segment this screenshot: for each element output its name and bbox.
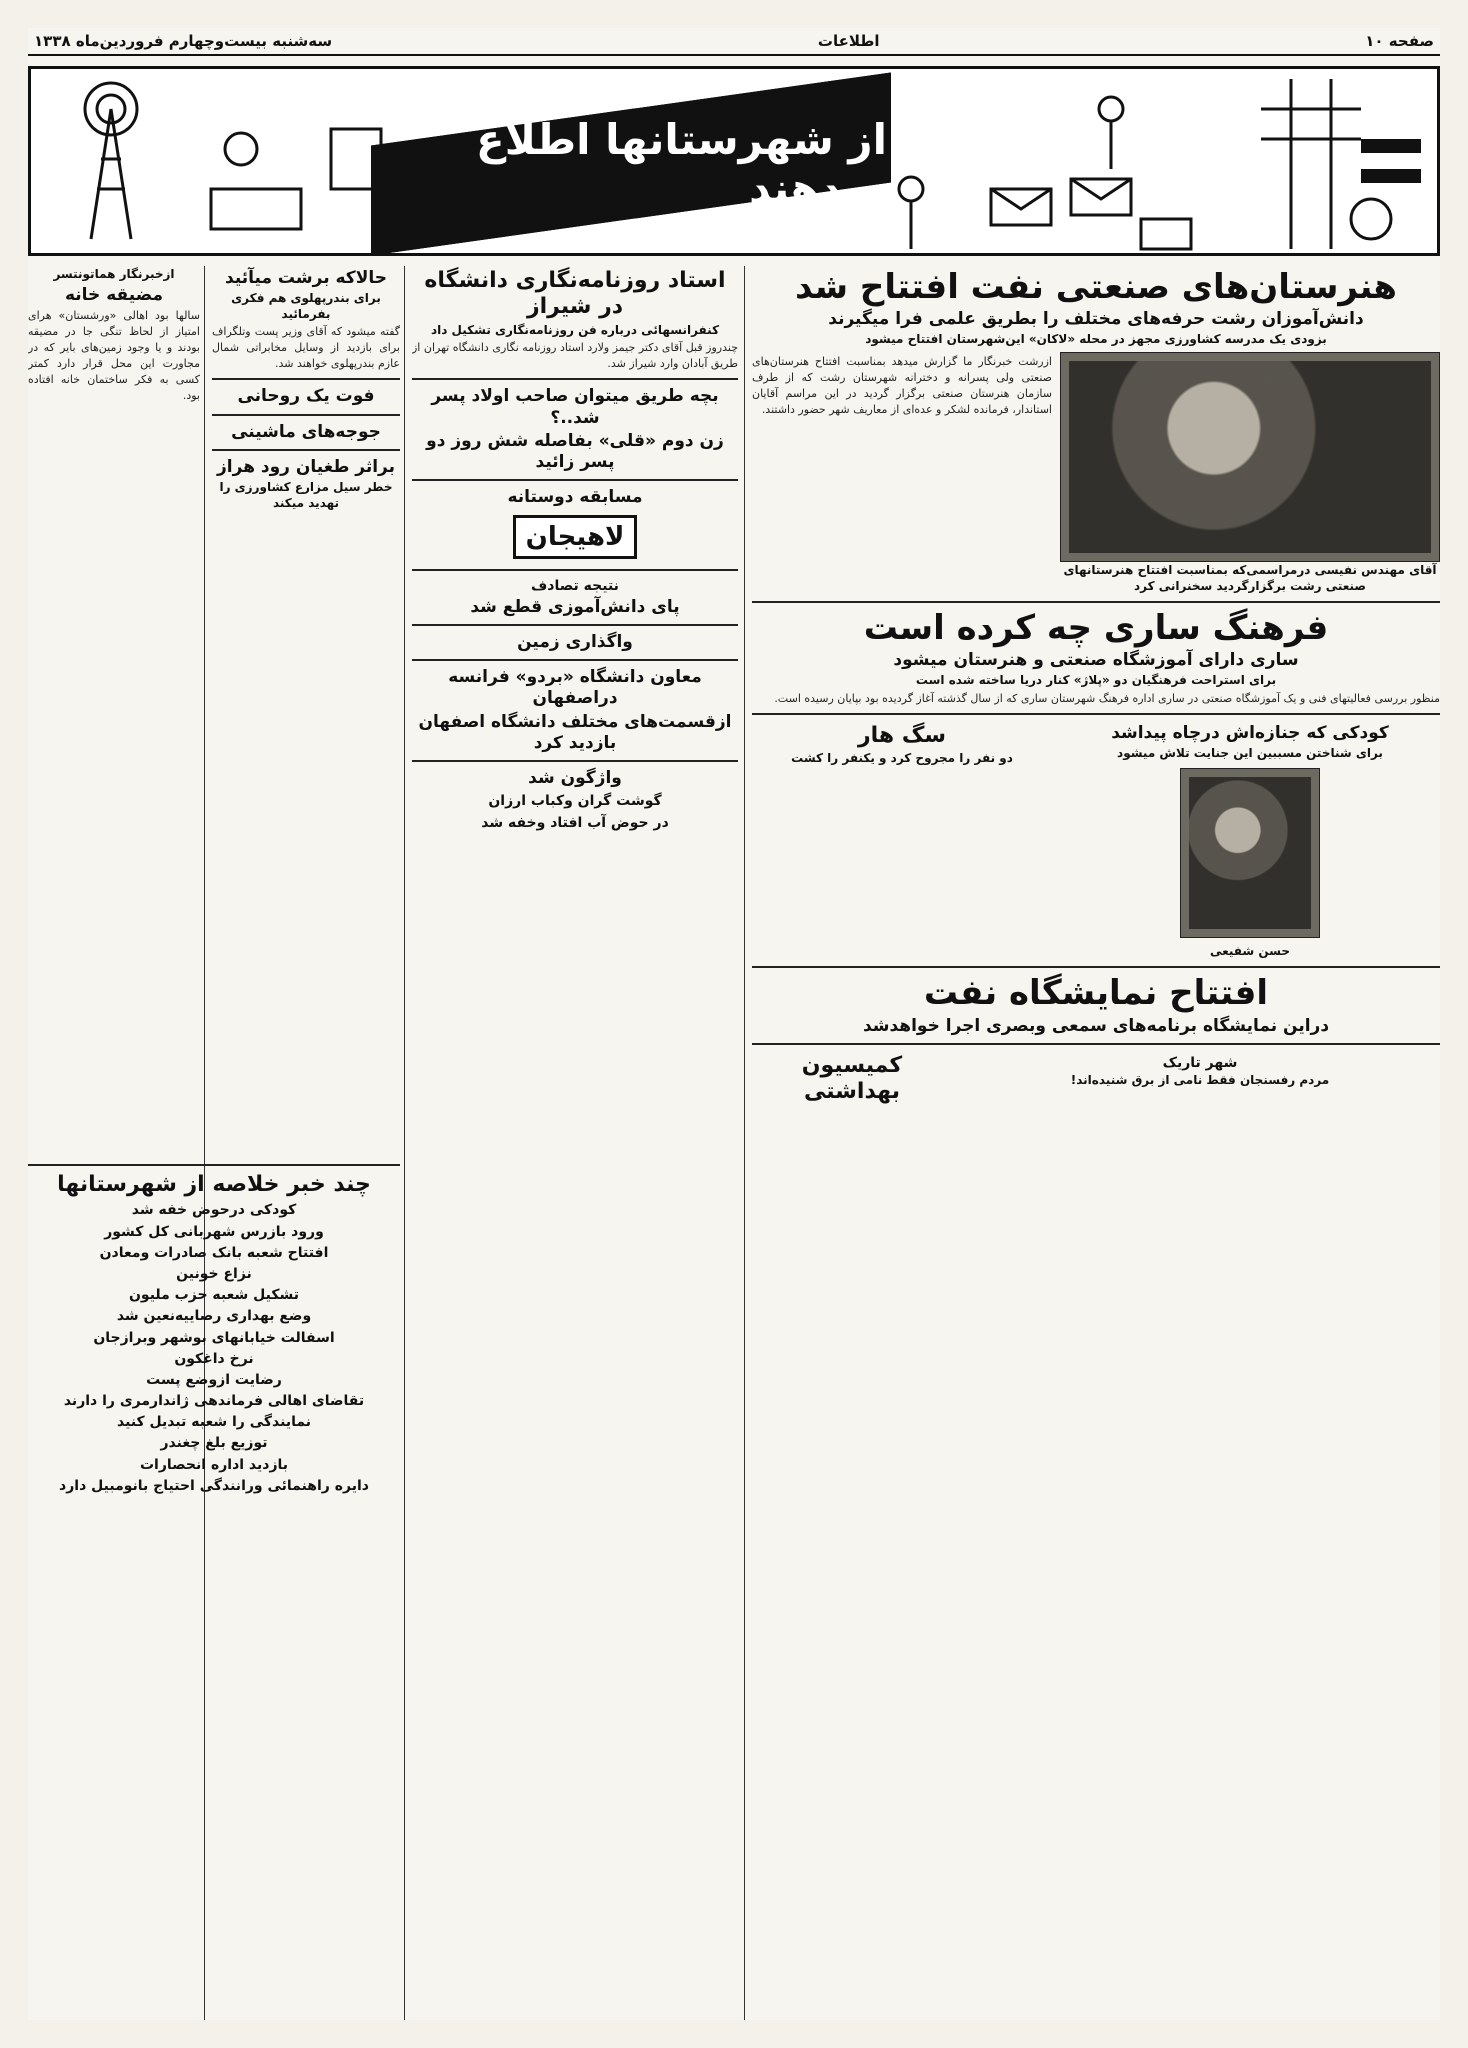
headline-oil-schools: هنرستان‌های صنعتی نفت افتتاح شد [794, 267, 1397, 307]
paper-name: اطلاعات [817, 32, 880, 50]
headline-twins: بچه طریق میتوان صاحب اولاد پسر شد..؟ [431, 386, 719, 428]
housing-body: سالها بود اهالی «ورشستان» هرای امتیاز از لحاظ تنگی جا در مضیقه بودند و یا وجود زمین‌های بایر که در مجاورت این محل قرار دارد کمتر کسی به فکر ساختمان خانه افتاده بود. [28, 308, 200, 402]
summary-item-title: تشکیل شعبه حزب ملیون [128, 1287, 300, 1304]
subhead-rabid-dog: دو نفر را مجروح کرد و یکنفر را کشت [791, 751, 1013, 766]
newspaper-page [28, 28, 1440, 2020]
headline-bordeaux: معاون دانشگاه «بردو» فرانسه دراصفهان [448, 667, 702, 709]
section-banner [28, 66, 1440, 256]
headline-housing-shortage: مضیقه خانه [64, 284, 163, 305]
summary-item-title: وضع بهداری رضاییه‌نعین شد [116, 1308, 312, 1325]
summary-item-title: افتتاح شعبه بانک صادرات ومعادن [99, 1244, 329, 1261]
summary-item-title: بازدید اداره انحصارات [139, 1456, 289, 1473]
headline-machine-chicks: جوجه‌های ماشینی [231, 421, 381, 442]
summary-item-title: توزیع بلغ چغندر [160, 1435, 268, 1452]
headline-journalism-professor: استاد روزنامه‌نگاری دانشگاه در شیراز [424, 268, 726, 320]
subhead-rasht-students: دانش‌آموزان رشت حرفه‌های مختلف را بطریق علمی فرا میگیرند [828, 309, 1364, 330]
column-fourth [28, 266, 200, 2020]
page-header [28, 28, 1440, 56]
subhead-accident: پای دانش‌آموزی قطع شد [470, 596, 680, 617]
summary-item-title: تقاضای اهالی فرماندهی ژاندارمری را دارند [63, 1393, 365, 1410]
kicker-plage: برای استراحت فرهنگیان دو «پلاژ» کنار دریا ساخته شده است [915, 673, 1277, 688]
headline-overturned: واژگون شد [528, 768, 622, 789]
ceremony-photo [1060, 352, 1440, 562]
headline-accident: نتیجه تصادف [531, 577, 619, 594]
column-rule [204, 266, 205, 2020]
column-rule [744, 266, 745, 2020]
headline-health-commission: کمیسیون بهداشتی [801, 1052, 903, 1105]
subhead-sari-school: ساری دارای آموزشگاه صنعتی و هنرستان میشود [893, 650, 1299, 671]
column-second [412, 266, 738, 2020]
page-number: صفحه ۱۰ [1365, 32, 1434, 50]
summary-item-title: نرخ داغکون [174, 1350, 254, 1367]
photo-caption: آقای مهندس نفیسی درمراسمی‌که بمناسبت افتتاح هنرستانهای صنعتی رشت برگزارگردید سخنرانی کرد [1063, 562, 1437, 593]
summary-item-title: دایره راهنمائی ورانندگی احتیاج بانومبیل دارد [59, 1477, 369, 1494]
journalism-body: چندروز قبل آقای دکتر جیمز ولارد استاد روزنامه نگاری دانشگاه تهران از طریق آبادان وارد شیراز شد. [412, 341, 738, 371]
column-main [752, 266, 1440, 2020]
summary-item-title: نمایندگی را شعبه تبدیل کنید [117, 1414, 311, 1431]
byline: ازخبرنگار هماتونتسر [53, 267, 175, 281]
subhead-rasht-visit: برای بندرپهلوی هم فکری بفرمائید [231, 291, 381, 321]
headline-drowned: در حوض آب افتاد وخفه شد [481, 814, 669, 831]
oil-schools-body: ازرشت خبرنگار ما گزارش میدهد بمناسبت افتتاح هنرستان‌های صنعتی ولی پسرانه و دخترانه شهرستان رشت که از طرف سازمان هنرستان صنعتی برگزار گردید در این مراسم آقایان استاندار، فرمانده لشکر و عده‌ای از معاریف شهر حضور داشتند. [752, 354, 1052, 416]
headline-rabid-dog: سگ هار [858, 723, 946, 748]
boy-portrait [1180, 768, 1320, 938]
headline-rasht-visit: حالاکه برشت میآئید [225, 268, 387, 288]
summary-item-title: رضایت ازوضع پست [146, 1371, 282, 1388]
subhead-dark-city: مردم رفسنجان فقط نامی از برق شنیده‌اند! [1070, 1072, 1330, 1087]
banner-title: از شهرستانها اطلاع میدهند [371, 72, 891, 255]
headline-summary: چند خبر خلاصه از شهرستانها [57, 1172, 371, 1197]
subhead-bordeaux: ازقسمت‌های مختلف دانشگاه اصفهان بازدید کرد [418, 711, 732, 753]
sari-body: منظور بررسی فعالیتهای فنی و یک آموزشگاه صنعتی در ساری اداره فرهنگ شهرستان ساری که از سال گذشته آغاز گردیده بود بپایان رسیده است. [774, 692, 1440, 706]
headline-haraz-flood: براثر طغیان رود هراز [217, 456, 395, 477]
lahijan-stamp: لاهیجان [513, 515, 638, 559]
summary-item-title: اسفالت خیابانهای بوشهر وبرازجان [93, 1329, 335, 1346]
boy-caption: حسن شفیعی [1209, 943, 1291, 958]
subhead-twins: زن دوم «قلی» بفاصله شش روز دو پسر زائید [426, 430, 724, 472]
rasht-visit-body: گفته میشود که آقای وزیر پست وتلگراف برای بازدید از وسایل مخابراتی شمال عازم بندرپهلوی خواهند شد. [212, 325, 400, 371]
summary-list [28, 1201, 400, 1495]
headline-meat-price: گوشت گران وکباب ارزان [488, 793, 662, 810]
summary-item-title: ورود بازرس شهربانی کل کشور [104, 1223, 324, 1240]
subhead-boy-well: برای شناختن مسببین این جنایت تلاش میشود [1117, 746, 1383, 761]
column-rule [404, 266, 405, 2020]
summary-item-title: نزاع خونین [176, 1265, 252, 1282]
headline-dark-city: شهر تاریک [1162, 1054, 1238, 1071]
headline-cleric-death: فوت یک روحانی [237, 386, 375, 407]
headline-boy-well: کودکی که جنازه‌اش درچاه پیداشد [1111, 723, 1389, 743]
headline-land: واگذاری زمین [517, 631, 633, 652]
news-summary [28, 1158, 400, 1496]
subhead-haraz-flood: خطر سیل مزارع کشاورزی را تهدید میکند [219, 480, 393, 510]
issue-date: سه‌شنبه بیست‌وچهارم فروردین‌ماه ۱۳۳۸ [34, 32, 333, 50]
headline-sari-culture: فرهنگ ساری چه کرده است [863, 608, 1329, 649]
kicker-agri-school: بزودی یک مدرسه کشاورزی مجهز در محله «لاکان» این‌شهرستان افتتاح میشود [865, 332, 1327, 347]
headline-oil-expo: افتتاح نمایشگاه نفت [923, 973, 1269, 1014]
headline-friendly-match: مسابقه دوستانه [507, 487, 643, 508]
summary-item-title: کودکی درحوض خفه شد [131, 1202, 297, 1219]
subhead-oil-expo: دراین نمایشگاه برنامه‌های سمعی وبصری اجرا خواهدشد [862, 1015, 1330, 1036]
subhead-journalism: کنفرانسهائی درباره فن روزنامه‌نگاری تشکیل داد [430, 322, 720, 337]
column-third [212, 266, 400, 2020]
